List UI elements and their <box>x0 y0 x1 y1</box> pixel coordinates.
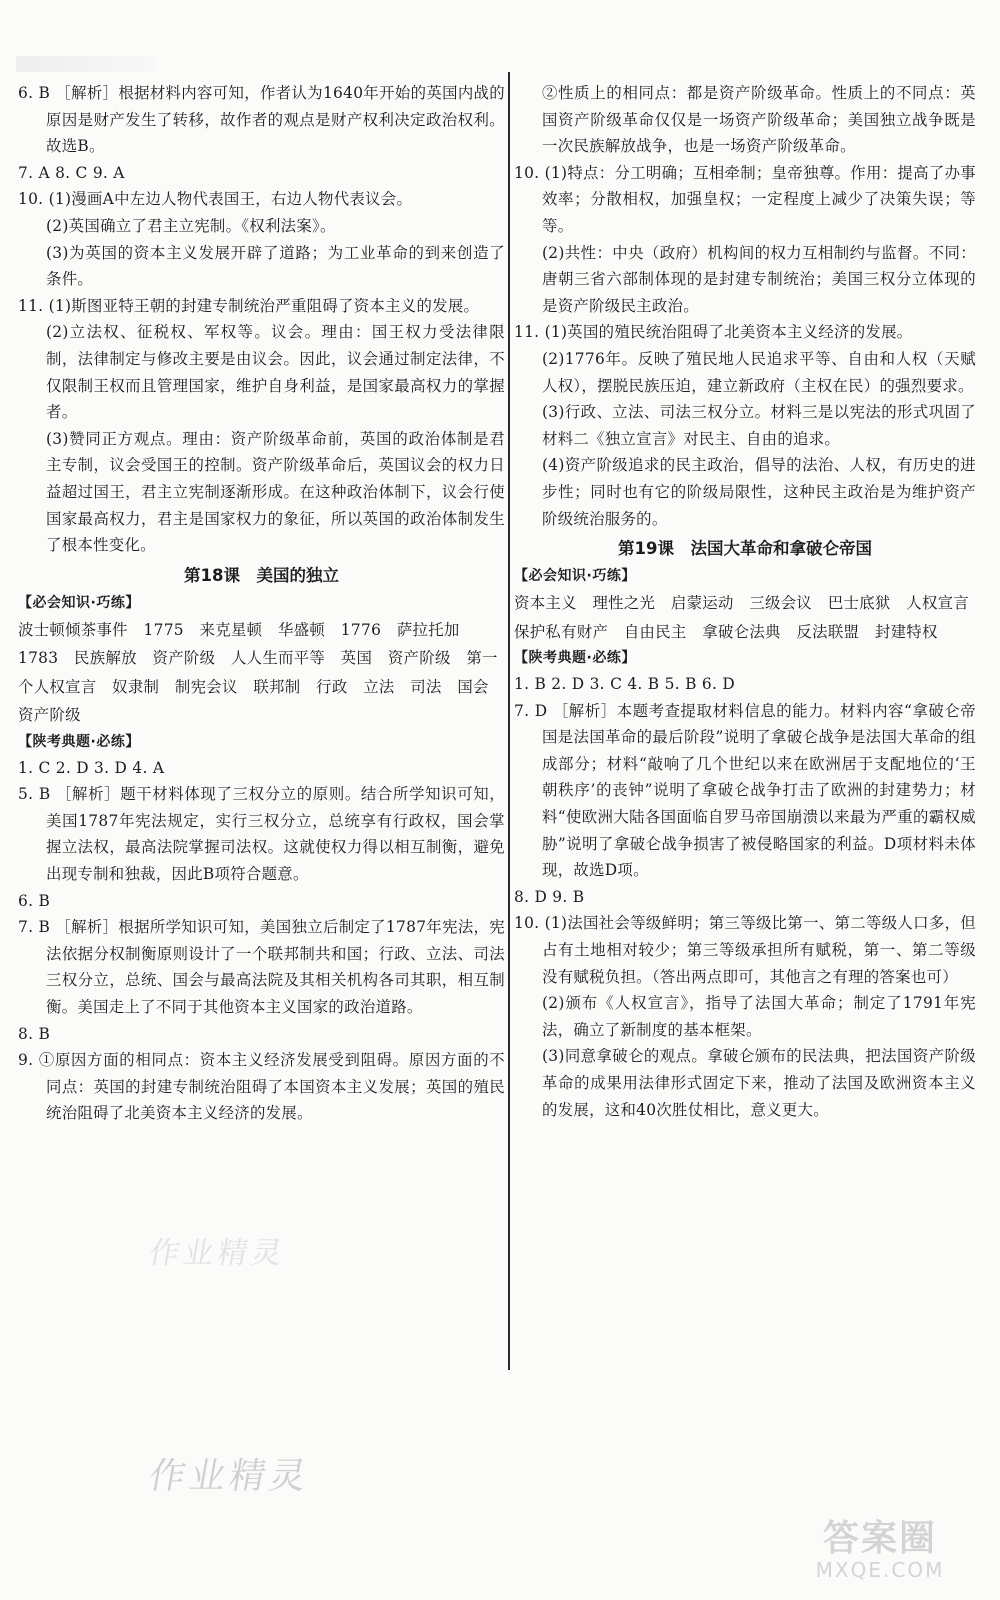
l18-answer-11-4: (4)资产阶级追求的民主政治，倡导的法治、人权，有历史的进步性；同时也有它的阶级局限性，这种民主政治是为维护资产阶级统治服务的。 <box>542 456 976 528</box>
l18-answer-11-3: (3)行政、立法、司法三权分立。材料三是以宪法的形式巩固了材料二《独立宣言》对民主、自由的追求。 <box>542 403 976 448</box>
answer-10-1: 10. (1)漫画A中左边人物代表国王，右边人物代表议会。 <box>18 190 413 209</box>
logo-url: MXQE.COM <box>815 1558 945 1582</box>
l18-answer-11-1: 11. (1)英国的殖民统治阻碍了北美资本主义经济的发展。 <box>514 323 913 342</box>
section-knowledge-heading: 【必会知识·巧练】 <box>514 568 636 585</box>
left-column <box>18 80 505 1127</box>
faded-header-mark <box>16 56 156 72</box>
l18-answer-1-4: 1. C 2. D 3. D 4. A <box>18 758 165 777</box>
knowledge-answers: 资本主义 理性之光 启蒙运动 三级会议 巴士底狱 人权宣言 保护私有财产 自由民主 拿破仑法典 反法联盟 封建特权 <box>514 594 985 641</box>
l19-answer-7: 7. D ［解析］本题考查提取材料信息的能力。材料内容“拿破仑帝国是法国革命的最后阶段”说明了拿破仑战争是法国大革命的组成部分；材料“敲响了几个世纪以来在欧洲居于支配地位的‘王朝秩序’的丧钟”说明了拿破仑战争打击了欧洲的封建势力；材料“使欧洲大陆各国面临自罗马帝国崩溃以来最为严重的霸权威胁”说明了拿破仑战争损害了被侵略国家的利益。D项材料未体现，故选D项。 <box>514 701 976 880</box>
l18-answer-5: 5. B ［解析］题干材料体现了三权分立的原则。结合所学知识可知，美国1787年宪法规定，实行三权分立，总统享有行政权，国会掌握立法权，最高法院掌握司法权。这就使权力得以相互制衡，避免出现专制和独裁，因此B项符合题意。 <box>18 785 505 884</box>
l18-answer-10-1: 10. (1)特点：分工明确；互相牵制；皇帝独尊。作用：提高了办事效率；分散相权，加强皇权；一定程度上减少了决策失误；等等。 <box>514 163 976 235</box>
l18-answer-9-1: 9. ①原因方面的相同点：资本主义经济发展受到阻碍。原因方面的不同点：英国的封建专制统治阻碍了本国资本主义发展；英国的殖民统治阻碍了北美资本主义经济的发展。 <box>18 1051 505 1123</box>
l18-answer-8: 8. B <box>18 1024 51 1043</box>
answer-6: 6. B ［解析］根据材料内容可知，作者认为1640年开始的英国内战的原因是财产发生了转移，故作者的观点是财产权利决定政治权利。故选B。 <box>18 84 505 156</box>
watermark-text: 作业精灵 <box>145 1456 314 1497</box>
right-column <box>514 80 985 1123</box>
column-divider <box>508 72 510 1370</box>
l18-answer-11-2: (2)1776年。反映了殖民地人民追求平等、自由和人权（天赋人权），摆脱民族压迫，建立新政府（主权在民）的强烈要求。 <box>542 349 976 395</box>
l18-answer-10-2: (2)共性：中央（政府）机构间的权力互相制约与监督。不同：唐朝三省六部制体现的是封建专制统治；美国三权分立体现的是资产阶级民主政治。 <box>542 243 976 315</box>
l18-answer-6: 6. B <box>18 891 51 910</box>
section-knowledge-heading: 【必会知识·巧练】 <box>18 594 140 611</box>
site-logo <box>780 1520 980 1586</box>
l19-answer-10-1: 10. (1)法国社会等级鲜明；第三等级比第一、第二等级人口多，但占有土地相对较少；第三等级承担所有赋税，第一、第二等级没有赋税负担。（答出两点即可，其他言之有理的答案也可） <box>514 914 976 986</box>
answer-11-1: 11. (1)斯图亚特王朝的封建专制统治严重阻碍了资本主义的发展。 <box>18 296 480 315</box>
lesson-18-title: 第18课 美国的独立 <box>184 565 339 585</box>
lesson-19-title: 第19课 法国大革命和拿破仑帝国 <box>618 539 872 559</box>
l19-answer-10-3: (3)同意拿破仑的观点。拿破仑颁布的民法典，把法国资产阶级革命的成果用法律形式固定下来，推动了法国及欧洲资本主义的发展，这和40次胜仗相比，意义更大。 <box>542 1047 976 1119</box>
l19-answer-10-2: (2)颁布《人权宣言》，指导了法国大革命；制定了1791年宪法，确立了新制度的基本框架。 <box>542 994 976 1039</box>
answer-10-2: (2)英国确立了君主立宪制。《权利法案》。 <box>46 216 336 235</box>
answer-7-9: 7. A 8. C 9. A <box>18 163 125 182</box>
answer-11-2: (2)立法权、征税权、军权等。议会。理由：国王权力受法律限制，法律制定与修改主要是由议会。因此，议会通过制定法律，不仅限制王权而且管理国家，维护自身利益，是国家最高权力的掌握者。 <box>46 323 505 422</box>
section-exam-heading: 【陕考典题·必练】 <box>18 733 140 750</box>
answer-10-3: (3)为英国的资本主义发展开辟了道路；为工业革命的到来创造了条件。 <box>46 243 505 289</box>
section-exam-heading: 【陕考典题·必练】 <box>514 650 636 667</box>
watermark-text: 作业精灵 <box>146 1236 289 1271</box>
l19-answer-1-6: 1. B 2. D 3. C 4. B 5. B 6. D <box>514 675 736 694</box>
l18-answer-9-2: ②性质上的相同点：都是资产阶级革命。性质上的不同点：英国资产阶级革命仅仅是一场资产阶级革命；美国独立战争既是一次民族解放战争，也是一场资产阶级革命。 <box>542 84 976 156</box>
answer-11-3: (3)赞同正方观点。理由：资产阶级革命前，英国的政治体制是君主专制，议会受国王的控制。资产阶级革命后，英国议会的权力日益超过国王，君主立宪制逐渐形成。在这种政治体制下，议会行使国家最高权力，君主是国家权力的象征，所以英国的政治体制发生了根本性变化。 <box>46 429 505 555</box>
knowledge-answers: 波士顿倾茶事件 1775 来克星顿 华盛顿 1776 萨拉托加 1783 民族解放 资产阶级 人人生而平等 英国 资产阶级 第一个人权宣言 奴隶制 制宪会议 联邦制 行政 立法 司法 国会 资产阶级 <box>18 620 505 725</box>
l19-answer-8-9: 8. D 9. B <box>514 887 585 906</box>
logo-name: 答案圈 <box>822 1518 937 1559</box>
l18-answer-7: 7. B ［解析］根据所学知识可知，美国独立后制定了1787年宪法，宪法依据分权制衡原则设计了一个联邦制共和国；行政、立法、司法三权分立，总统、国会与最高法院及其相关机构各司其职，相互制衡。美国走上了不同于其他资本主义国家的政治道路。 <box>18 918 505 1017</box>
